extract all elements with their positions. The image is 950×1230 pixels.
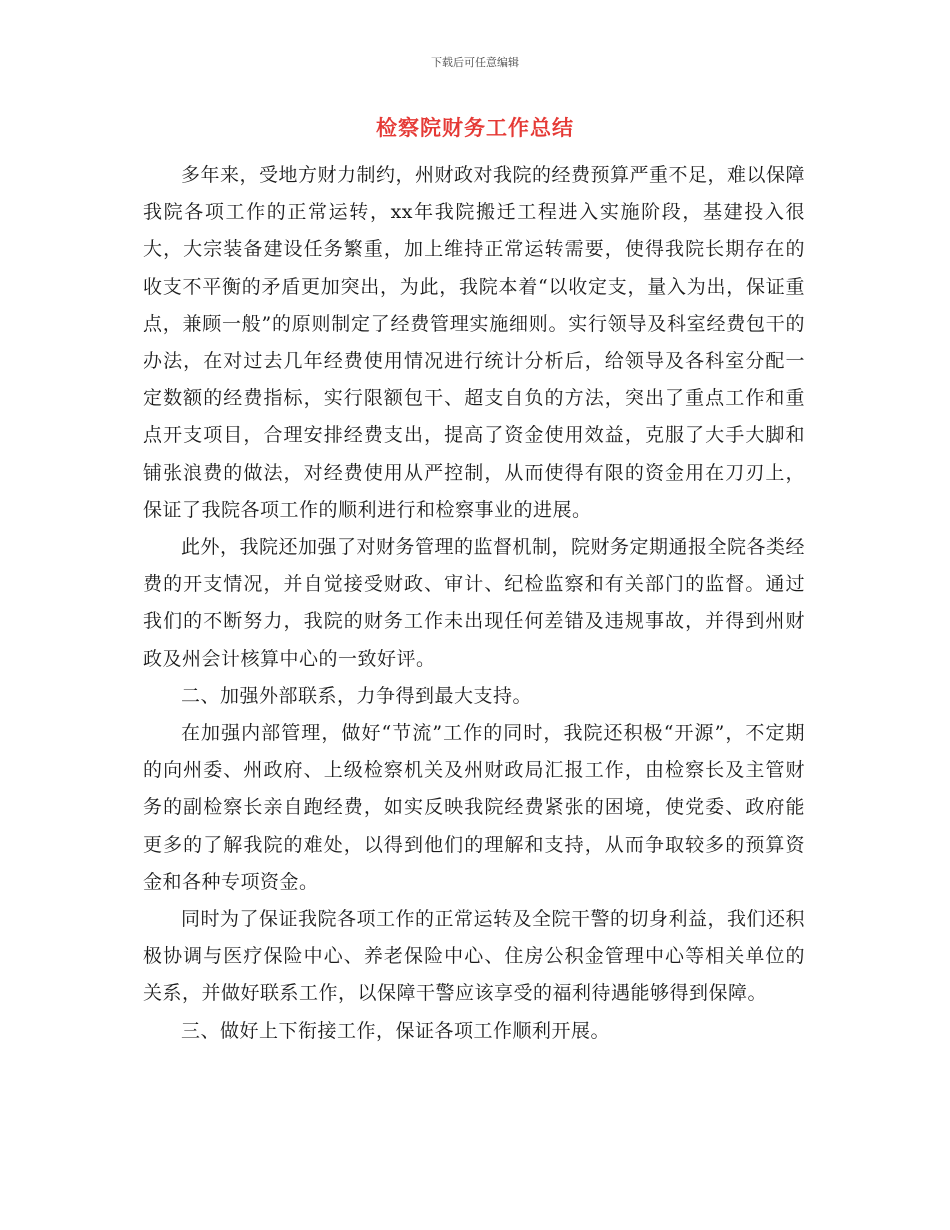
section-heading-3: 三、做好上下衔接工作，保证各项工作顺利开展。 <box>181 1019 611 1042</box>
header-note: 下载后可任意编辑 <box>431 56 519 69</box>
section-heading-2: 二、加强外部联系，力争得到最大支持。 <box>181 684 533 707</box>
paragraph-2: 此外，我院还加强了对财务管理的监督机制，院财务定期通报全院各类经费的开支情况，并自觉接受财政、审计、纪检监察和有关部门的监督。通过我们的不断努力，我院的财务工作未出现任何差错及违规事故，并得到州财政及州会计核算中心的一致好评。 <box>143 536 806 670</box>
document-title: 检察院财务工作总结 <box>376 115 574 140</box>
paragraph-1: 多年来，受地方财力制约，州财政对我院的经费预算严重不足，难以保障我院各项工作的正常运转，xx年我院搬迁工程进入实施阶段，基建投入很大，大宗装备建设任务繁重，加上维持正常运转需要，使得我院长期存在的收支不平衡的矛盾更加突出，为此，我院本着“以收定支，量入为出，保证重点，兼顾一般”的原则制定了经费管理实施细则。实行领导及科室经费包干的办法，在对过去几年经费使用情况进行统计分析后，给领导及各科室分配一定数额的经费指标，实行限额包干、超支自负的方法，突出了重点工作和重点开支项目，合理安排经费支出，提高了资金使用效益，克服了大手大脚和铺张浪费的做法，对经费使用从严控制，从而使得有限的资金用在刀刃上，保证了我院各项工作的顺利进行和检察事业的进展。 <box>143 164 806 521</box>
document-body <box>143 157 805 1050</box>
paragraph-4: 同时为了保证我院各项工作的正常运转及全院干警的切身利益，我们还积极协调与医疗保险中心、养老保险中心、住房公积金管理中心等相关单位的关系，并做好联系工作，以保障干警应该享受的福利待遇能够得到保障。 <box>143 908 806 1005</box>
paragraph-3: 在加强内部管理，做好“节流”工作的同时，我院还积极“开源”，不定期的向州委、州政府、上级检察机关及州财政局汇报工作，由检察长及主管财务的副检察长亲自跑经费，如实反映我院经费紧张的困境，使党委、政府能更多的了解我院的难处，以得到他们的理解和支持，从而争取较多的预算资金和各种专项资金。 <box>143 722 805 893</box>
